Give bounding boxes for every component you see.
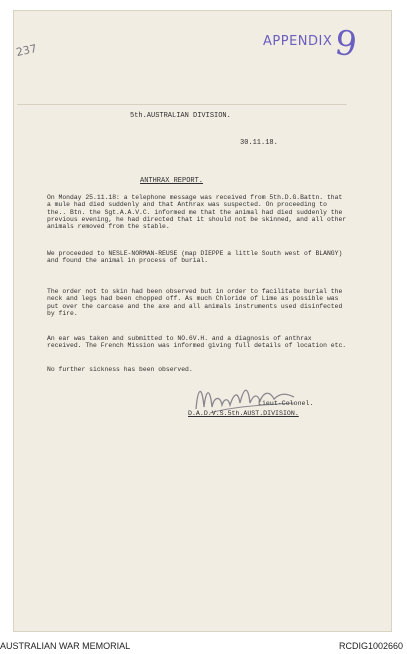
appendix-label: APPENDIX [263,34,333,49]
footer-record-id: RCDIG1002660 [338,641,403,651]
appendix-number: 9 [332,22,360,66]
paper-fold-line [17,104,347,105]
report-title: ANTHRAX REPORT. [140,177,204,185]
paragraph-5: No further sickness has been observed. [47,366,193,373]
paragraph-3: The order not to skin had been observed but in order to facilitate burial the neck and legs had been chopped off. As much Chloride of Lime as possible was put over the carcase and the axe and all animals instruments used disinfected by fire. [47,288,343,317]
signer-unit: D.A.D.V.S.5th.AUST.DIVISION. [188,410,299,417]
document-page [13,10,392,632]
signer-rank: Lieut-Colonel. [258,400,314,407]
paragraph-4: An ear was taken and submitted to NO.6V.H. and a diagnosis of anthrax received. The French Mission was informed giving full details of location etc. [47,335,347,350]
archive-stamp-number: 237 [14,41,39,60]
division-heading: 5th.AUSTRALIAN DIVISION. [130,112,231,120]
paragraph-2: We proceeded to NESLE-NORMAN-REUSE (map DIEPPE a little South west of BLANGY) and found the animal in process of burial. [47,250,343,265]
letter-date: 30.11.18. [240,139,278,147]
paragraph-1: On Monday 25.11.18: a telephone message was received from 5th.D.G.Battn. that a mule had died suddenly and that Anthrax was suspected. On proceeding to the.. Btn. the Sgt.A.A.V.C. informed me that the animal had died suddenly the previous evening, he had directed that it should not be skinned, and all other animals removed from the stable. [47,194,347,231]
footer-institution: AUSTRALIAN WAR MEMORIAL [0,641,131,651]
